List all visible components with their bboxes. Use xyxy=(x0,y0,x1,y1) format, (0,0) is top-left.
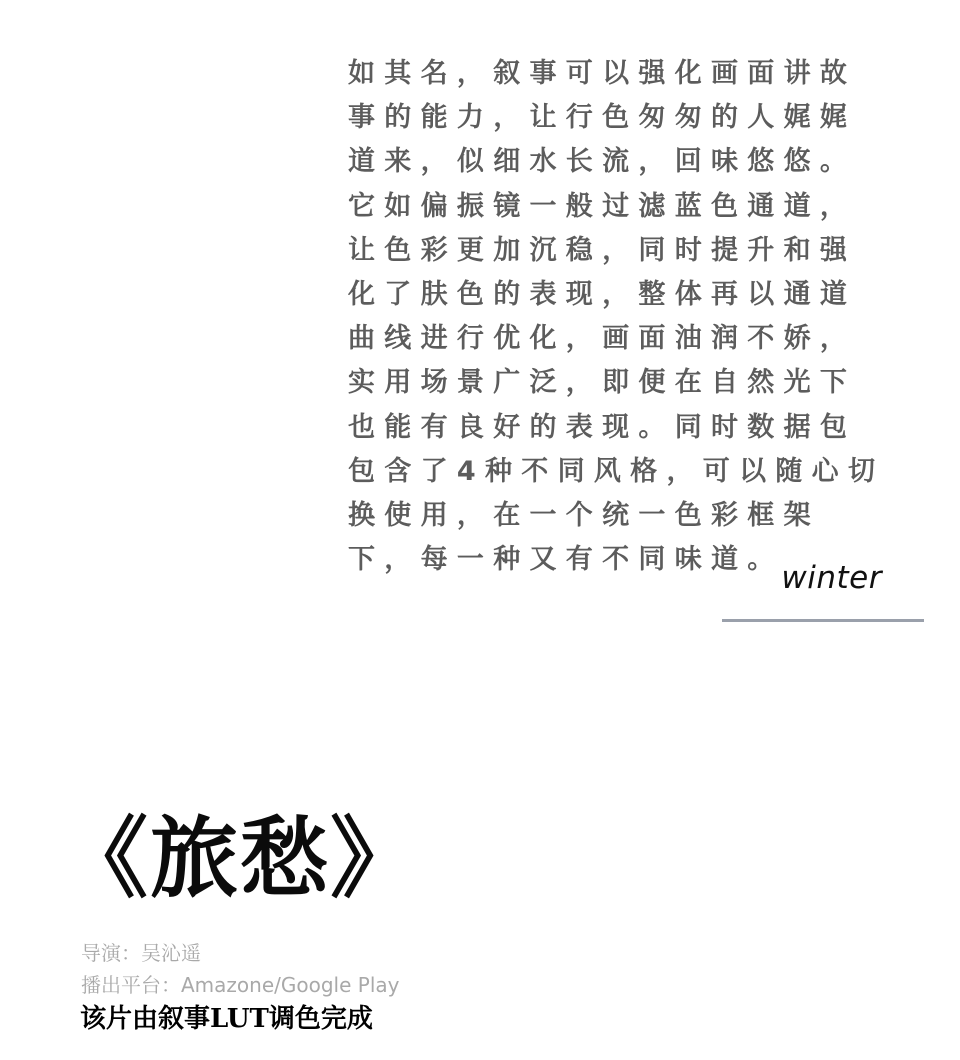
director-credit: 导演：吴沁遥 xyxy=(81,941,201,965)
signature-divider xyxy=(722,619,924,622)
description-paragraph: 如其名，叙事可以强化画面讲故事的能力，让行色匆匆的人娓娓道来，似细水长流，回味悠悠。它如偏振镜一般过滤蓝色通道，让色彩更加沉稳，同时提升和强化了肤色的表现，整体再以通道曲线进行优化，画面油润不娇，实用场景广泛，即便在自然光下也能有良好的表现。同时数据包包含了4种不同风格，可以随心切换使用，在一个统一色彩框架下，每一种又有不同味道。 xyxy=(348,58,885,576)
signature-text: winter xyxy=(781,560,882,596)
color-grading-note: 该片由叙事LUT调色完成 xyxy=(80,1004,373,1034)
film-title: 《旅愁》 xyxy=(60,806,421,910)
platform-credit: 播出平台：Amazone/Google Play xyxy=(81,973,400,997)
